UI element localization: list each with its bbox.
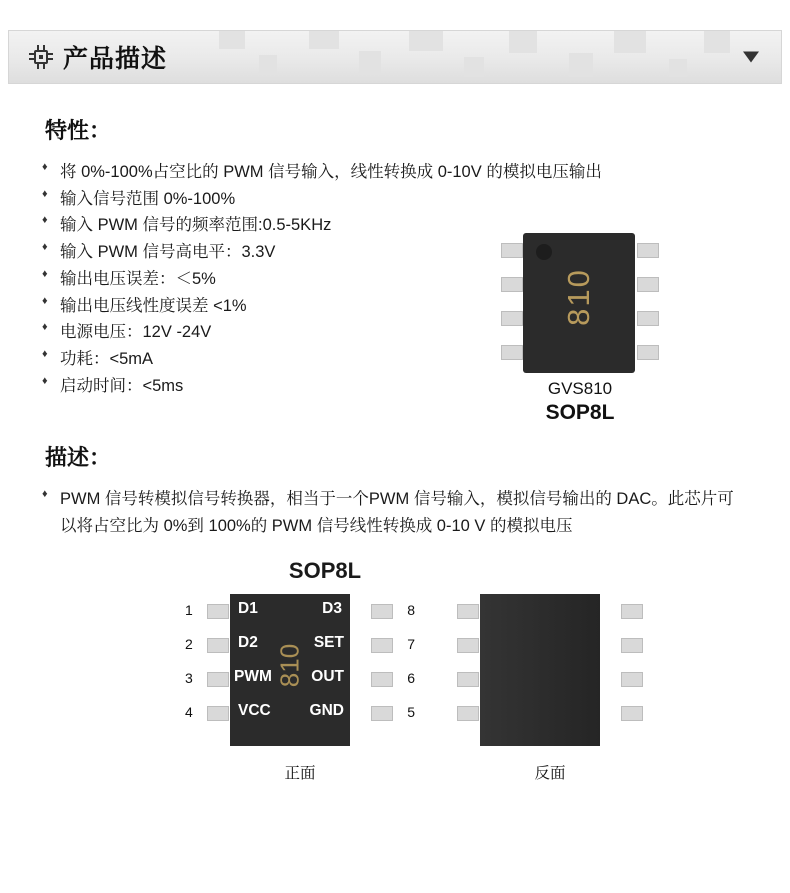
pinout-views	[40, 594, 750, 783]
pin-name: D3	[322, 599, 342, 617]
list-item: ♦ 将 0%-100%占空比的 PWM 信号输入，线性转换成 0-10V 的模拟电压输出	[40, 159, 750, 186]
list-item: ♦ 输入 PWM 信号的频率范围:0.5-5KHz	[40, 212, 750, 239]
list-item: ♦ PWM 信号转模拟信号转换器，相当于一个PWM 信号输入，模拟信号输出的 DAC。此芯片可以将占空比为 0%到 100%的 PWM 信号线性转换成 0-10 V 的模拟电压	[40, 486, 750, 539]
description-heading: 描述：	[45, 445, 112, 471]
pin-name: D2	[238, 633, 258, 651]
pin-name: D1	[238, 599, 258, 617]
package-illustration-top	[485, 229, 675, 425]
features-section	[40, 114, 750, 424]
package-body	[523, 233, 635, 373]
pin1-dot-icon	[536, 244, 552, 260]
pin-number: 3	[185, 669, 193, 686]
chevron-down-icon[interactable]	[743, 52, 759, 63]
description-list	[40, 486, 750, 539]
package-drawing	[485, 229, 675, 377]
front-drawing	[185, 594, 415, 749]
chip-icon	[29, 45, 53, 69]
pin-number: 1	[185, 601, 193, 618]
pin-number: 6	[407, 669, 415, 686]
page-title: 产品描述	[63, 45, 168, 73]
chip-body-front	[230, 594, 350, 746]
list-item: ♦ 电源电压：12V -24V	[40, 319, 750, 346]
pinout-back-view	[425, 594, 675, 783]
features-heading: 特性：	[45, 118, 112, 143]
package-type-label: SOP8L	[545, 401, 615, 424]
pin-number: 8	[407, 601, 415, 618]
list-item: ♦ 输出电压误差：＜5%	[40, 266, 750, 293]
list-item: ♦ 启动时间：<5ms	[40, 373, 750, 400]
pin-name: OUT	[311, 667, 344, 685]
description-section	[40, 441, 750, 539]
section-header-bar	[8, 30, 782, 84]
header-left-group	[9, 39, 167, 75]
pin-number: 2	[185, 635, 193, 652]
list-item: ♦ 功耗：<5mA	[40, 346, 750, 373]
pin-number: 7	[407, 635, 415, 652]
chip-body-back	[480, 594, 600, 746]
list-item: ♦ 输入 PWM 信号高电平：3.3V	[40, 239, 750, 266]
list-item: ♦ 输入信号范围 0%-100%	[40, 186, 750, 213]
pin-number: 5	[407, 703, 415, 720]
pin-name: SET	[313, 633, 344, 651]
pin-name: PWM	[234, 667, 272, 685]
package-model-label: GVS810	[547, 379, 613, 398]
pin-number: 4	[185, 703, 193, 720]
chip-marking: 810	[274, 643, 305, 688]
back-drawing	[435, 594, 665, 749]
package-marking: 810	[561, 268, 596, 326]
pinout-title: SOP8L	[288, 557, 362, 583]
pinout-front-view	[175, 594, 425, 783]
pin-name: GND	[309, 701, 344, 719]
list-item: ♦ 输出电压线性度误差 <1%	[40, 293, 750, 320]
front-view-caption: 正面	[284, 764, 316, 782]
pin-name: VCC	[238, 701, 271, 719]
pinout-section	[40, 558, 750, 788]
back-view-caption: 反面	[534, 764, 566, 782]
content-area	[0, 84, 790, 788]
